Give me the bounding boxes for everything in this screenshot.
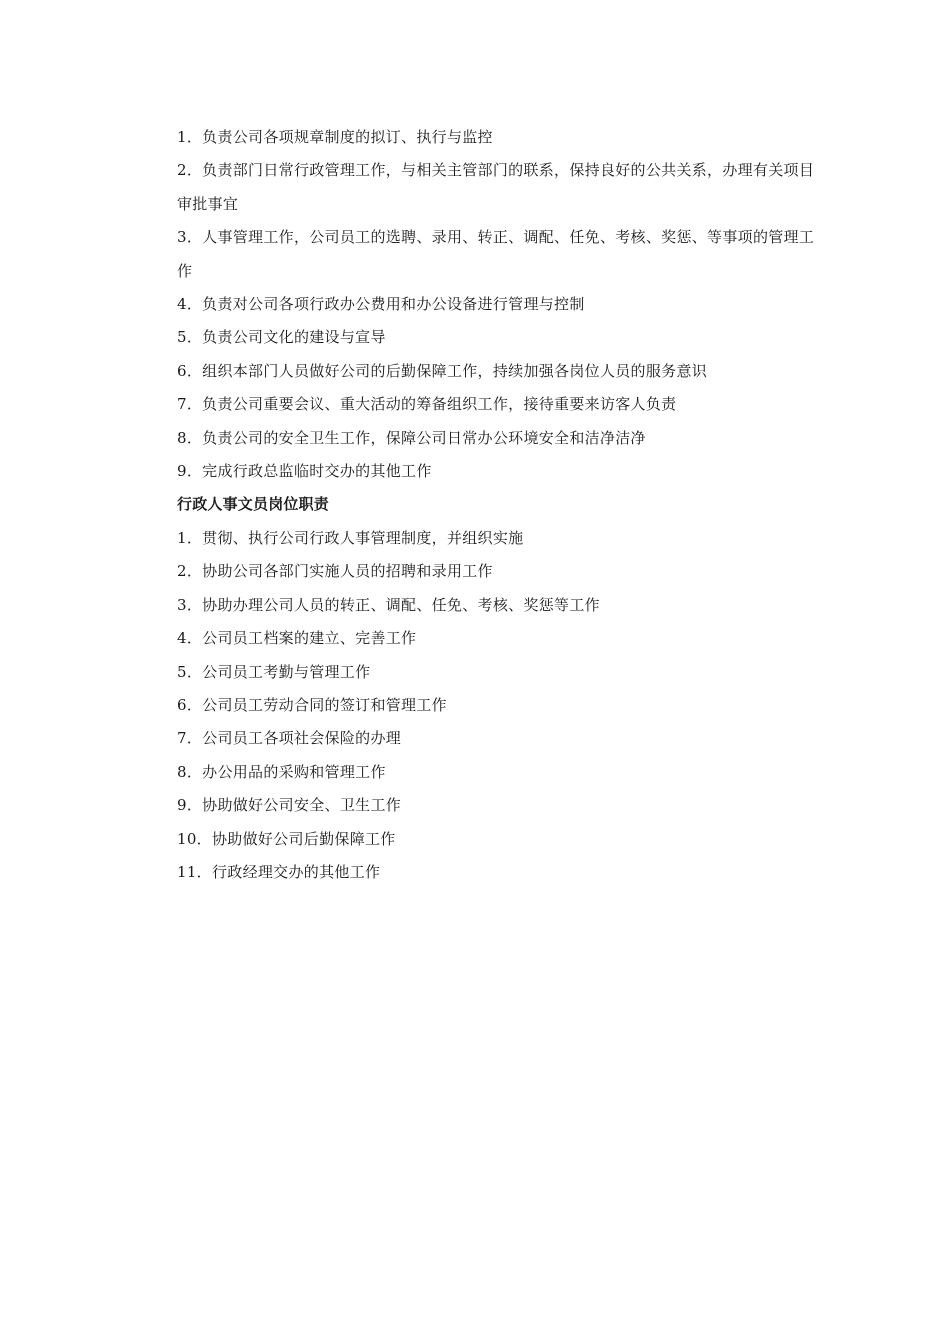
duty-item-4: 4．负责对公司各项行政办公费用和办公设备进行管理与控制	[177, 295, 585, 314]
clerk-duty-item-4: 4．公司员工档案的建立、完善工作	[177, 629, 417, 648]
duty-item-6: 6．组织本部门人员做好公司的后勤保障工作，持续加强各岗位人员的服务意识	[177, 361, 708, 380]
clerk-duty-item-1: 1．贯彻、执行公司行政人事管理制度，并组织实施	[177, 528, 524, 547]
duty-item-5: 5．负责公司文化的建设与宣导	[177, 328, 386, 347]
clerk-duty-item-10: 10．协助做好公司后勤保障工作	[177, 829, 396, 848]
duty-item-7: 7．负责公司重要会议、重大活动的筹备组织工作，接待重要来访客人负责	[177, 395, 677, 414]
duty-item-3: 3．人事管理工作，公司员工的选聘、录用、转正、调配、任免、考核、奖惩、等事项的管理工作	[177, 228, 815, 280]
clerk-duty-item-7: 7．公司员工各项社会保险的办理	[177, 729, 402, 748]
clerk-duty-item-3: 3．协助办理公司人员的转正、调配、任免、考核、奖惩等工作	[177, 595, 600, 614]
duty-item-1: 1．负责公司各项规章制度的拟订、执行与监控	[177, 128, 493, 146]
clerk-duty-item-11: 11．行政经理交办的其他工作	[177, 862, 381, 881]
duty-item-9: 9．完成行政总监临时交办的其他工作	[177, 462, 432, 481]
clerk-duty-item-5: 5．公司员工考勤与管理工作	[177, 662, 371, 681]
clerk-duty-item-6: 6．公司员工劳动合同的签订和管理工作	[177, 695, 447, 714]
duty-item-2: 2．负责部门日常行政管理工作，与相关主管部门的联系，保持良好的公共关系，办理有关项目审批事宜	[177, 161, 815, 213]
clerk-duty-item-8: 8．办公用品的采购和管理工作	[177, 762, 386, 781]
clerk-duty-item-9: 9．协助做好公司安全、卫生工作	[177, 796, 402, 815]
section-heading: 行政人事文员岗位职责	[177, 495, 330, 514]
duty-item-8: 8．负责公司的安全卫生工作，保障公司日常办公环境安全和洁净洁净	[177, 428, 646, 447]
document-body	[177, 121, 817, 889]
clerk-duty-item-2: 2．协助公司各部门实施人员的招聘和录用工作	[177, 562, 493, 581]
